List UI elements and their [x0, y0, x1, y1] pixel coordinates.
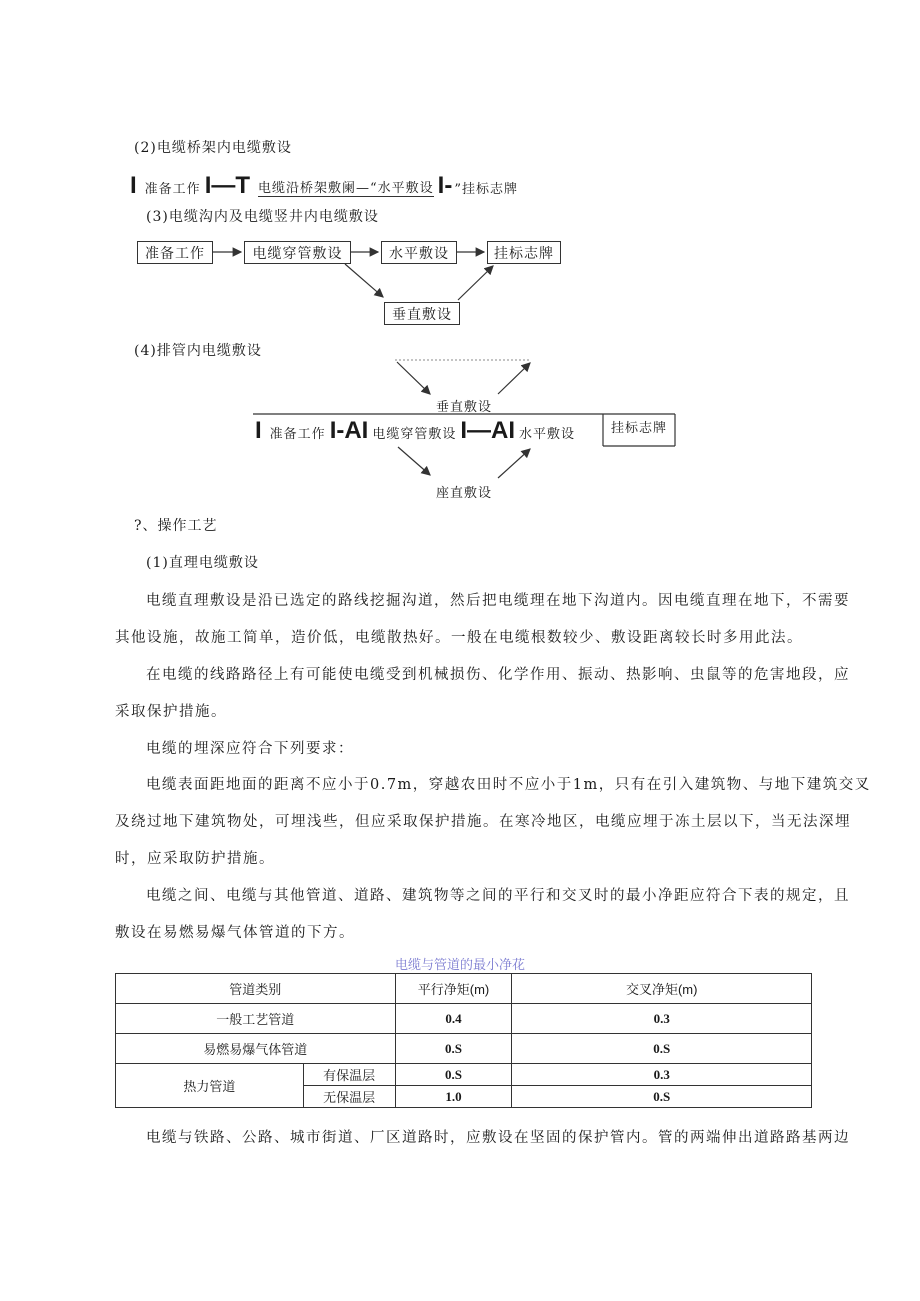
paragraph-line: 采取保护措施。	[115, 704, 227, 720]
table-row	[116, 1004, 812, 1034]
paragraph-line: 及绕过地下建筑物处，可埋浅些，但应采取保护措施。在寒冷地区，电缆应埋于冻土层以下，当无法深埋	[115, 814, 851, 830]
paragraph-line: 在电缆的线路路径上有可能使电缆受到机械损伤、化学作用、振动、热影响、虫鼠等的危害地段，应	[146, 667, 850, 683]
arrow-up-right-icon	[458, 266, 493, 300]
row-cross: 0.S	[512, 1034, 812, 1064]
table-row	[116, 1064, 812, 1086]
flow-step-tray-laying: 电缆沿桥架敷阑—“水平敷设	[258, 177, 434, 197]
section-2-heading: (2)电缆桥架内电缆敷设	[134, 140, 292, 156]
arrow-up-right-icon	[498, 363, 530, 394]
flow-step-conduit: 电缆穿管敷设	[372, 427, 457, 442]
table-header-row	[116, 974, 812, 1004]
header-parallel: 平行净矩(m)	[395, 974, 512, 1004]
section-4-heading: (4)排管内电缆敷设	[134, 343, 262, 359]
flow-step-tag: 挂标志牌	[611, 421, 668, 436]
paragraph-line: 电缆直理敷设是沿已选定的路线挖掘沟道，然后把电缆理在地下沟道内。因电缆直理在地下，不需要	[146, 593, 850, 609]
header-category: 管道类别	[116, 974, 396, 1004]
flow-bar: I-	[437, 172, 453, 199]
upper-vertical-label: 垂直敷设	[436, 400, 493, 415]
process-sub-heading: (1)直理电缆敷设	[146, 555, 259, 571]
arrow-down-right-icon	[345, 264, 383, 297]
paragraph-line: 电缆之间、电缆与其他管道、道路、建筑物等之间的平行和交叉时的最小净距应符合下表的规定，且	[146, 888, 850, 904]
clearance-table	[115, 973, 812, 1108]
paragraph-line: 其他设施，故施工简单，造价低，电缆散热好。一般在电缆根数较少、敷设距离较长时多用此法。	[115, 630, 803, 646]
arrow-down-right-icon	[397, 362, 430, 394]
arrow-down-right-icon	[398, 447, 430, 475]
flow-step-horizontal: 水平敷设	[519, 427, 576, 442]
row-subname: 无保温层	[303, 1086, 395, 1108]
box-hang-tag: 挂标志牌	[487, 241, 561, 264]
flow-bar: I—T	[204, 172, 251, 199]
paragraph-line: 敷设在易燃易爆气体管道的下方。	[115, 925, 355, 941]
paragraph-line: 时，应采取防护措施。	[115, 851, 275, 867]
row-cross: 0.3	[512, 1004, 812, 1034]
row-subname: 有保温层	[303, 1064, 395, 1086]
box-conduit-laying: 电缆穿管敷设	[244, 241, 351, 264]
lower-vertical-label: 座直敷设	[436, 486, 493, 501]
paragraph-line: 电缆表面距地面的距离不应小于0.7m，穿越农田时不应小于1m，只有在引入建筑物、与地下建筑交叉	[146, 777, 871, 793]
row-parallel: 0.S	[395, 1034, 512, 1064]
row-cross: 0.3	[512, 1064, 812, 1086]
box-vertical-laying: 垂直敷设	[384, 302, 460, 325]
flow-step-prepare: 准备工作	[144, 182, 201, 197]
flow-step-tag: ”挂标志牌	[454, 182, 518, 197]
row-parallel: 0.4	[395, 1004, 512, 1034]
flow-bar: I-AI	[329, 417, 369, 444]
table-row	[116, 1034, 812, 1064]
footer-paragraph: 电缆与铁路、公路、城市街道、厂区道路时，应敷设在坚固的保护管内。管的两端伸出道路路基两边	[146, 1130, 850, 1146]
flow-bar: I	[255, 417, 262, 444]
process-heading: ?、操作工艺	[134, 518, 218, 534]
table-caption: 电缆与管道的最小净花	[394, 957, 525, 972]
row-parallel: 1.0	[395, 1086, 512, 1108]
row-parallel: 0.S	[395, 1064, 512, 1086]
flow-bar: I	[130, 172, 137, 199]
row-name: 热力管道	[116, 1064, 304, 1108]
section-4-flow-row	[255, 417, 575, 445]
row-cross: 0.S	[512, 1086, 812, 1108]
section-3-heading: (3)电缆沟内及电缆竖井内电缆敷设	[146, 209, 379, 225]
paragraph-line: 电缆的埋深应符合下列要求：	[146, 741, 354, 757]
flow-step-prepare: 准备工作	[269, 427, 326, 442]
box-horizontal-laying: 水平敷设	[381, 241, 457, 264]
row-name: 易燃易爆气体管道	[116, 1034, 396, 1064]
flow-bar: I—AI	[460, 417, 516, 444]
arrow-up-right-icon	[498, 449, 530, 478]
header-cross: 交叉净矩(m)	[512, 974, 812, 1004]
box-prepare: 准备工作	[137, 241, 213, 264]
row-name: 一般工艺管道	[116, 1004, 396, 1034]
